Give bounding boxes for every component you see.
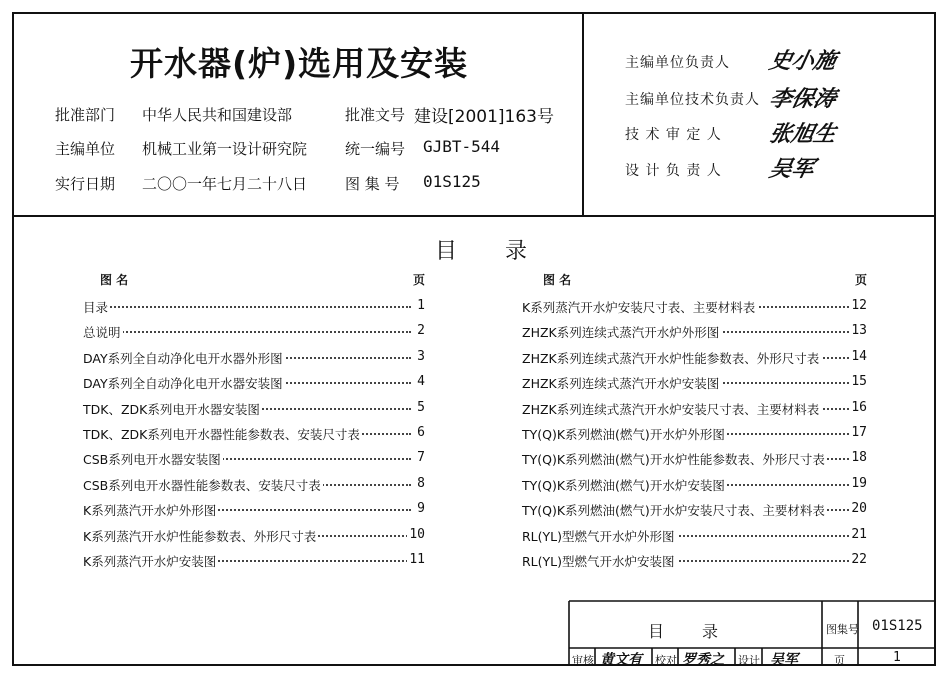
toc-entry-title: TDK、ZDK系列电开水器性能参数表、安装尺寸表 (83, 426, 360, 442)
check-label: 校对 (655, 654, 677, 667)
title-block-atlas-no: 01S125 (872, 618, 923, 634)
toc-right-col-name: 图 名 (543, 273, 572, 287)
toc-entry-page: 9 (417, 501, 425, 517)
toc-entry-page: 1 (417, 298, 425, 313)
toc-entry-title: ZHZK系列连续式蒸汽开水炉外形图 (522, 325, 720, 341)
responsible-label-4: 设 计 负 责 人 (625, 163, 722, 179)
title-block-atlas-label: 图集号 (826, 623, 859, 636)
toc-entry-title: TY(Q)K系列燃油(燃气)开水炉外形图 (522, 426, 725, 442)
approval-doc-label: 批准文号 (345, 106, 406, 124)
responsible-label-1: 主编单位负责人 (625, 55, 730, 71)
effective-date-label: 实行日期 (55, 175, 116, 193)
toc-entry-page: 7 (417, 450, 425, 466)
toc-entry-page: 13 (851, 323, 867, 339)
toc-left-col-name: 图 名 (100, 273, 129, 287)
review-signature: 黄文有 (600, 652, 642, 668)
signature-2: 李保涛 (766, 86, 839, 112)
toc-entry-title: DAY系列全自动净化电开水器外形图 (83, 350, 283, 366)
toc-entry-page: 8 (417, 475, 425, 491)
editor-unit-value: 机械工业第一设计研究院 (142, 140, 308, 158)
toc-entry-title: 目录 (83, 300, 109, 315)
toc-entry-title: ZHZK系列连续式蒸汽开水炉性能参数表、外形尺寸表 (522, 350, 820, 366)
atlas-no-label: 图 集 号 (345, 175, 400, 193)
responsible-label-2: 主编单位技术负责人 (625, 92, 760, 108)
approval-dept-value: 中华人民共和国建设部 (142, 106, 293, 124)
responsible-label-3: 技 术 审 定 人 (625, 127, 722, 143)
approval-doc-value: 建设[2001]163号 (414, 107, 554, 127)
toc-entry-page: 22 (851, 551, 867, 567)
unified-no-label: 统一编号 (345, 140, 406, 158)
toc-entry-title: RL(YL)型燃气开水炉安装图 (522, 553, 675, 569)
toc-entry-page: 4 (417, 374, 425, 390)
toc-entry-page: 2 (417, 323, 425, 339)
toc-entry-page: 20 (851, 501, 867, 517)
check-signature: 罗秀之 (682, 652, 724, 668)
toc-entry-page: 10 (409, 526, 425, 542)
signature-3: 张旭生 (766, 121, 839, 147)
toc-entry-title: CSB系列电开水器安装图 (83, 452, 221, 468)
signature-1: 史小施 (766, 48, 839, 74)
toc-entry-page: 3 (417, 348, 425, 364)
toc-entry-page: 12 (851, 298, 867, 313)
editor-unit-label: 主编单位 (55, 140, 116, 158)
toc-entry-title: K系列蒸汽开水炉性能参数表、外形尺寸表 (83, 528, 317, 544)
toc-right-col-page: 页 (855, 273, 868, 287)
toc-entry-title: CSB系列电开水器性能参数表、安装尺寸表 (83, 477, 321, 493)
toc-entry-page: 18 (851, 450, 867, 466)
page-number: 1 (893, 650, 901, 665)
toc-entry-page: 15 (851, 374, 867, 390)
toc-entry-page: 16 (851, 399, 867, 415)
toc-entry-page: 19 (851, 475, 867, 491)
toc-entry-page: 14 (851, 348, 867, 364)
atlas-no-value: 01S125 (423, 172, 481, 191)
toc-entry-title: TY(Q)K系列燃油(燃气)开水炉安装图 (522, 477, 725, 493)
toc-entry-page: 5 (417, 399, 425, 415)
review-label: 审核 (572, 654, 594, 667)
unified-no-value: GJBT-544 (423, 137, 501, 156)
toc-entry-title: K系列蒸汽开水炉外形图 (83, 503, 217, 519)
toc-entry-page: 11 (409, 551, 425, 567)
toc-entry-page: 17 (851, 424, 867, 440)
document-title: 开水器(炉)选用及安装 (130, 44, 469, 83)
toc-entry-title: TY(Q)K系列燃油(燃气)开水炉性能参数表、外形尺寸表 (522, 452, 825, 468)
signature-4: 吴军 (766, 156, 817, 182)
toc-heading: 目录 (435, 239, 576, 264)
design-signature: 吴军 (770, 652, 798, 668)
toc-entry-page: 6 (417, 424, 425, 440)
toc-entry-title: DAY系列全自动净化电开水器安装图 (83, 376, 283, 392)
toc-entry-title: K系列蒸汽开水炉安装尺寸表、主要材料表 (522, 300, 756, 315)
toc-entry-title: RL(YL)型燃气开水炉外形图 (522, 528, 675, 544)
toc-entry-title: TY(Q)K系列燃油(燃气)开水炉安装尺寸表、主要材料表 (522, 503, 825, 519)
toc-left-col-page: 页 (413, 273, 426, 287)
title-block-name: 目录 (648, 622, 757, 641)
design-label: 设计 (738, 654, 760, 667)
toc-entry-title: ZHZK系列连续式蒸汽开水炉安装尺寸表、主要材料表 (522, 401, 820, 417)
toc-entry-title: TDK、ZDK系列电开水器安装图 (83, 401, 260, 417)
toc-entry-title: K系列蒸汽开水炉安装图 (83, 553, 217, 569)
toc-entry-title: ZHZK系列连续式蒸汽开水炉安装图 (522, 376, 720, 392)
effective-date-value: 二〇〇一年七月二十八日 (142, 175, 308, 193)
approval-dept-label: 批准部门 (55, 106, 116, 124)
page-label: 页 (834, 654, 845, 667)
toc-entry-title: 总说明 (83, 325, 121, 341)
toc-entry-page: 21 (851, 526, 867, 542)
